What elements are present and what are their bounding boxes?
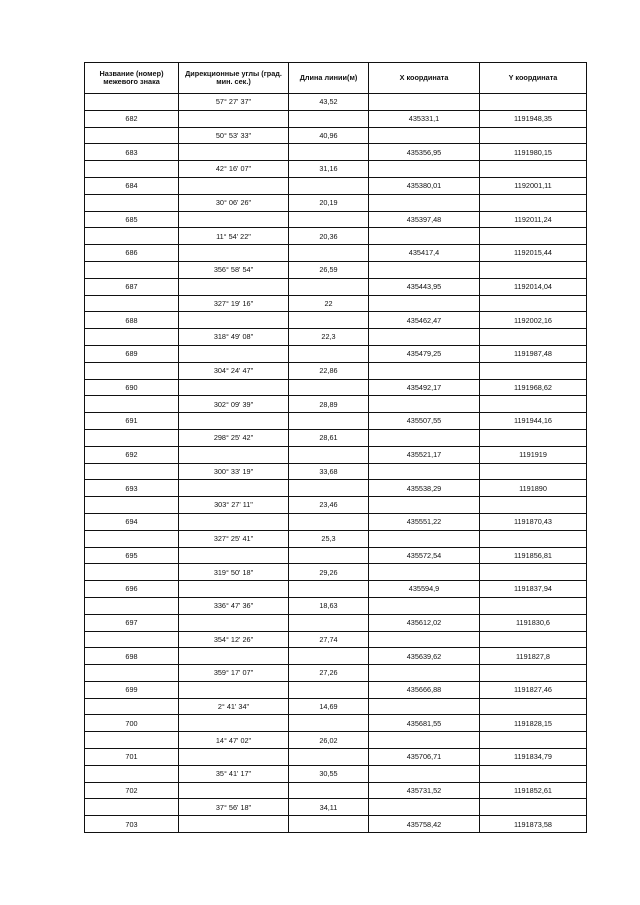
cell-line-length: 31,16 <box>289 161 369 178</box>
cell-marker-name: 684 <box>85 177 179 194</box>
cell-line-length: 26,59 <box>289 261 369 278</box>
cell-x-coordinate <box>369 631 480 648</box>
cell-direction-angle: 37° 56' 18" <box>179 799 289 816</box>
cell-marker-name: 700 <box>85 715 179 732</box>
table-row <box>85 345 587 362</box>
cell-y-coordinate <box>480 597 587 614</box>
cell-direction-angle <box>179 379 289 396</box>
cell-direction-angle <box>179 782 289 799</box>
cell-x-coordinate <box>369 597 480 614</box>
cell-x-coordinate: 435639,62 <box>369 648 480 665</box>
table-row <box>85 194 587 211</box>
cell-y-coordinate: 1191873,58 <box>480 816 587 833</box>
cell-line-length <box>289 278 369 295</box>
cell-direction-angle <box>179 245 289 262</box>
cell-marker-name: 682 <box>85 110 179 127</box>
cell-y-coordinate <box>480 530 587 547</box>
cell-x-coordinate <box>369 228 480 245</box>
cell-y-coordinate: 1191852,61 <box>480 782 587 799</box>
table-row <box>85 161 587 178</box>
cell-direction-angle: 11° 54' 22" <box>179 228 289 245</box>
table-row <box>85 295 587 312</box>
cell-y-coordinate <box>480 94 587 111</box>
cell-direction-angle: 319° 50' 18" <box>179 564 289 581</box>
cell-x-coordinate: 435666,88 <box>369 681 480 698</box>
table-row <box>85 396 587 413</box>
table-row <box>85 715 587 732</box>
cell-y-coordinate <box>480 429 587 446</box>
cell-marker-name <box>85 698 179 715</box>
cell-x-coordinate: 435479,25 <box>369 345 480 362</box>
cell-x-coordinate: 435521,17 <box>369 446 480 463</box>
cell-x-coordinate <box>369 530 480 547</box>
cell-marker-name <box>85 228 179 245</box>
cell-x-coordinate: 435331,1 <box>369 110 480 127</box>
cell-line-length: 22,3 <box>289 329 369 346</box>
cell-line-length <box>289 110 369 127</box>
table-row <box>85 278 587 295</box>
table-row <box>85 497 587 514</box>
cell-direction-angle <box>179 816 289 833</box>
cell-direction-angle <box>179 446 289 463</box>
cell-line-length: 22 <box>289 295 369 312</box>
cell-direction-angle <box>179 547 289 564</box>
cell-line-length: 20,36 <box>289 228 369 245</box>
table-row <box>85 597 587 614</box>
table-row <box>85 614 587 631</box>
cell-marker-name: 692 <box>85 446 179 463</box>
table-row <box>85 94 587 111</box>
cell-y-coordinate <box>480 665 587 682</box>
cell-direction-angle: 2° 41' 34" <box>179 698 289 715</box>
cell-direction-angle <box>179 110 289 127</box>
table-row <box>85 446 587 463</box>
cell-y-coordinate: 1191834,79 <box>480 749 587 766</box>
cell-y-coordinate <box>480 329 587 346</box>
cell-marker-name: 683 <box>85 144 179 161</box>
table-row <box>85 665 587 682</box>
cell-x-coordinate: 435507,55 <box>369 413 480 430</box>
cell-y-coordinate: 1191827,8 <box>480 648 587 665</box>
cell-y-coordinate <box>480 228 587 245</box>
cell-marker-name: 702 <box>85 782 179 799</box>
cell-y-coordinate <box>480 732 587 749</box>
table-row <box>85 581 587 598</box>
cell-x-coordinate <box>369 429 480 446</box>
cell-direction-angle <box>179 278 289 295</box>
cell-marker-name <box>85 631 179 648</box>
cell-line-length: 28,61 <box>289 429 369 446</box>
table-row <box>85 312 587 329</box>
table-row <box>85 547 587 564</box>
cell-y-coordinate <box>480 765 587 782</box>
cell-y-coordinate: 1191919 <box>480 446 587 463</box>
cell-line-length <box>289 312 369 329</box>
cell-line-length: 28,89 <box>289 396 369 413</box>
table-row <box>85 211 587 228</box>
cell-line-length <box>289 144 369 161</box>
cell-marker-name <box>85 396 179 413</box>
cell-line-length: 26,02 <box>289 732 369 749</box>
cell-line-length: 23,46 <box>289 497 369 514</box>
table-row <box>85 782 587 799</box>
cell-x-coordinate <box>369 194 480 211</box>
cell-direction-angle <box>179 345 289 362</box>
table-row <box>85 765 587 782</box>
cell-marker-name <box>85 765 179 782</box>
cell-marker-name: 694 <box>85 513 179 530</box>
cell-x-coordinate <box>369 698 480 715</box>
cell-marker-name <box>85 94 179 111</box>
table-row <box>85 749 587 766</box>
cell-direction-angle: 359° 17' 07" <box>179 665 289 682</box>
cell-line-length <box>289 749 369 766</box>
cell-marker-name <box>85 362 179 379</box>
cell-direction-angle <box>179 513 289 530</box>
cell-line-length: 40,96 <box>289 127 369 144</box>
cell-x-coordinate <box>369 94 480 111</box>
cell-marker-name: 688 <box>85 312 179 329</box>
cell-x-coordinate: 435594,9 <box>369 581 480 598</box>
table-row <box>85 127 587 144</box>
cell-y-coordinate <box>480 161 587 178</box>
cell-y-coordinate <box>480 194 587 211</box>
table-row <box>85 362 587 379</box>
cell-marker-name: 701 <box>85 749 179 766</box>
cell-direction-angle: 30° 06' 26" <box>179 194 289 211</box>
cell-line-length: 22,86 <box>289 362 369 379</box>
cell-direction-angle: 300° 33' 19" <box>179 463 289 480</box>
cell-y-coordinate <box>480 396 587 413</box>
cell-line-length <box>289 177 369 194</box>
cell-y-coordinate <box>480 799 587 816</box>
cell-marker-name: 697 <box>85 614 179 631</box>
cell-x-coordinate: 435492,17 <box>369 379 480 396</box>
cell-x-coordinate <box>369 295 480 312</box>
table-row <box>85 245 587 262</box>
cell-x-coordinate: 435397,48 <box>369 211 480 228</box>
table-row <box>85 379 587 396</box>
header-marker-name: Название (номер) межевого знака <box>85 63 179 94</box>
cell-x-coordinate: 435551,22 <box>369 513 480 530</box>
cell-x-coordinate: 435443,95 <box>369 278 480 295</box>
table-row <box>85 228 587 245</box>
cell-direction-angle <box>179 177 289 194</box>
cell-direction-angle: 327° 19' 16" <box>179 295 289 312</box>
cell-line-length <box>289 513 369 530</box>
cell-x-coordinate <box>369 799 480 816</box>
cell-direction-angle: 302° 09' 39" <box>179 396 289 413</box>
cell-line-length <box>289 413 369 430</box>
table-row <box>85 110 587 127</box>
cell-direction-angle: 298° 25' 42" <box>179 429 289 446</box>
cell-direction-angle: 354° 12' 26" <box>179 631 289 648</box>
cell-marker-name <box>85 295 179 312</box>
cell-direction-angle: 50° 53' 33" <box>179 127 289 144</box>
cell-marker-name <box>85 261 179 278</box>
cell-marker-name <box>85 127 179 144</box>
cell-x-coordinate: 435380,01 <box>369 177 480 194</box>
cell-x-coordinate: 435417,4 <box>369 245 480 262</box>
table-row <box>85 177 587 194</box>
table-row <box>85 329 587 346</box>
cell-x-coordinate <box>369 665 480 682</box>
cell-x-coordinate <box>369 732 480 749</box>
cell-line-length: 43,52 <box>289 94 369 111</box>
cell-line-length <box>289 480 369 497</box>
cell-line-length <box>289 581 369 598</box>
cell-x-coordinate: 435572,54 <box>369 547 480 564</box>
cell-line-length <box>289 681 369 698</box>
cell-direction-angle <box>179 144 289 161</box>
cell-x-coordinate: 435681,55 <box>369 715 480 732</box>
cell-marker-name: 689 <box>85 345 179 362</box>
cell-marker-name: 693 <box>85 480 179 497</box>
table-row <box>85 429 587 446</box>
cell-x-coordinate <box>369 161 480 178</box>
table-row <box>85 480 587 497</box>
cell-direction-angle <box>179 480 289 497</box>
header-line-length: Длина линии(м) <box>289 63 369 94</box>
cell-line-length: 29,26 <box>289 564 369 581</box>
table-row <box>85 513 587 530</box>
table-row <box>85 648 587 665</box>
table-body <box>85 94 587 833</box>
cell-y-coordinate <box>480 463 587 480</box>
cell-marker-name <box>85 463 179 480</box>
cell-y-coordinate: 1192015,44 <box>480 245 587 262</box>
cell-marker-name: 703 <box>85 816 179 833</box>
cell-marker-name <box>85 799 179 816</box>
header-direction-angle: Дирекционные углы (град. мин. сек.) <box>179 63 289 94</box>
cell-x-coordinate: 435538,29 <box>369 480 480 497</box>
cell-marker-name: 690 <box>85 379 179 396</box>
cell-direction-angle: 318° 49' 08" <box>179 329 289 346</box>
cell-x-coordinate: 435706,71 <box>369 749 480 766</box>
cell-direction-angle <box>179 211 289 228</box>
cell-line-length <box>289 547 369 564</box>
cell-x-coordinate <box>369 463 480 480</box>
cell-y-coordinate: 1191980,15 <box>480 144 587 161</box>
table-row <box>85 564 587 581</box>
cell-y-coordinate: 1191827,46 <box>480 681 587 698</box>
cell-x-coordinate <box>369 765 480 782</box>
table-row <box>85 261 587 278</box>
table-row <box>85 816 587 833</box>
cell-line-length: 18,63 <box>289 597 369 614</box>
header-x-coordinate: X координата <box>369 63 480 94</box>
cell-line-length <box>289 245 369 262</box>
cell-direction-angle <box>179 681 289 698</box>
cell-line-length <box>289 816 369 833</box>
cell-marker-name: 687 <box>85 278 179 295</box>
cell-line-length: 25,3 <box>289 530 369 547</box>
cell-line-length <box>289 446 369 463</box>
cell-direction-angle <box>179 715 289 732</box>
cell-y-coordinate: 1191948,35 <box>480 110 587 127</box>
cell-x-coordinate <box>369 261 480 278</box>
cell-y-coordinate <box>480 127 587 144</box>
cell-marker-name <box>85 429 179 446</box>
table-row <box>85 463 587 480</box>
cell-x-coordinate: 435356,95 <box>369 144 480 161</box>
cell-marker-name: 698 <box>85 648 179 665</box>
cell-y-coordinate: 1191830,6 <box>480 614 587 631</box>
cell-x-coordinate <box>369 329 480 346</box>
cell-marker-name <box>85 497 179 514</box>
cell-direction-angle <box>179 614 289 631</box>
survey-sheet <box>84 62 586 833</box>
table-row <box>85 681 587 698</box>
cell-x-coordinate <box>369 564 480 581</box>
cell-line-length: 14,69 <box>289 698 369 715</box>
cell-line-length: 34,11 <box>289 799 369 816</box>
cell-x-coordinate <box>369 127 480 144</box>
cell-line-length <box>289 345 369 362</box>
table-header-row <box>85 63 587 94</box>
cell-y-coordinate: 1191968,62 <box>480 379 587 396</box>
cell-direction-angle: 42° 16' 07" <box>179 161 289 178</box>
table-row <box>85 413 587 430</box>
cell-direction-angle: 327° 25' 41" <box>179 530 289 547</box>
cell-marker-name: 699 <box>85 681 179 698</box>
cell-line-length: 33,68 <box>289 463 369 480</box>
table-row <box>85 698 587 715</box>
cell-y-coordinate: 1192001,11 <box>480 177 587 194</box>
cell-direction-angle: 14° 47' 02" <box>179 732 289 749</box>
table-row <box>85 631 587 648</box>
cell-y-coordinate <box>480 698 587 715</box>
cell-marker-name: 696 <box>85 581 179 598</box>
cell-x-coordinate <box>369 362 480 379</box>
cell-marker-name <box>85 530 179 547</box>
cell-marker-name: 695 <box>85 547 179 564</box>
cell-x-coordinate: 435758,42 <box>369 816 480 833</box>
cell-y-coordinate: 1191870,43 <box>480 513 587 530</box>
cell-y-coordinate: 1191890 <box>480 480 587 497</box>
cell-line-length: 27,26 <box>289 665 369 682</box>
cell-line-length <box>289 211 369 228</box>
cell-direction-angle <box>179 581 289 598</box>
cell-y-coordinate <box>480 295 587 312</box>
cell-y-coordinate <box>480 631 587 648</box>
cell-line-length <box>289 715 369 732</box>
cell-direction-angle <box>179 749 289 766</box>
cell-direction-angle: 303° 27' 11" <box>179 497 289 514</box>
cell-marker-name: 686 <box>85 245 179 262</box>
boundary-coordinates-table <box>84 62 587 833</box>
cell-y-coordinate <box>480 261 587 278</box>
cell-y-coordinate: 1192014,04 <box>480 278 587 295</box>
cell-y-coordinate <box>480 564 587 581</box>
cell-y-coordinate: 1191856,81 <box>480 547 587 564</box>
cell-direction-angle <box>179 413 289 430</box>
cell-marker-name <box>85 564 179 581</box>
cell-y-coordinate <box>480 362 587 379</box>
cell-y-coordinate: 1191944,16 <box>480 413 587 430</box>
table-row <box>85 799 587 816</box>
cell-marker-name <box>85 665 179 682</box>
cell-direction-angle: 57° 27' 37" <box>179 94 289 111</box>
cell-direction-angle: 336° 47' 36" <box>179 597 289 614</box>
cell-line-length: 20,19 <box>289 194 369 211</box>
cell-marker-name <box>85 161 179 178</box>
table-row <box>85 530 587 547</box>
cell-marker-name: 685 <box>85 211 179 228</box>
cell-y-coordinate <box>480 497 587 514</box>
cell-line-length: 30,55 <box>289 765 369 782</box>
cell-direction-angle <box>179 312 289 329</box>
cell-x-coordinate: 435731,52 <box>369 782 480 799</box>
cell-y-coordinate: 1191828,15 <box>480 715 587 732</box>
cell-line-length: 27,74 <box>289 631 369 648</box>
cell-y-coordinate: 1192011,24 <box>480 211 587 228</box>
cell-line-length <box>289 379 369 396</box>
cell-x-coordinate <box>369 497 480 514</box>
cell-line-length <box>289 648 369 665</box>
cell-marker-name <box>85 194 179 211</box>
header-y-coordinate: Y координата <box>480 63 587 94</box>
cell-x-coordinate: 435462,47 <box>369 312 480 329</box>
cell-line-length <box>289 614 369 631</box>
cell-x-coordinate: 435612,02 <box>369 614 480 631</box>
table-row <box>85 732 587 749</box>
table-row <box>85 144 587 161</box>
cell-direction-angle: 35° 41' 17" <box>179 765 289 782</box>
cell-line-length <box>289 782 369 799</box>
cell-direction-angle <box>179 648 289 665</box>
cell-marker-name <box>85 732 179 749</box>
cell-y-coordinate: 1191837,94 <box>480 581 587 598</box>
cell-direction-angle: 356° 58' 54" <box>179 261 289 278</box>
cell-marker-name <box>85 329 179 346</box>
cell-x-coordinate <box>369 396 480 413</box>
cell-marker-name <box>85 597 179 614</box>
cell-y-coordinate: 1192002,16 <box>480 312 587 329</box>
cell-direction-angle: 304° 24' 47" <box>179 362 289 379</box>
cell-y-coordinate: 1191987,48 <box>480 345 587 362</box>
cell-marker-name: 691 <box>85 413 179 430</box>
